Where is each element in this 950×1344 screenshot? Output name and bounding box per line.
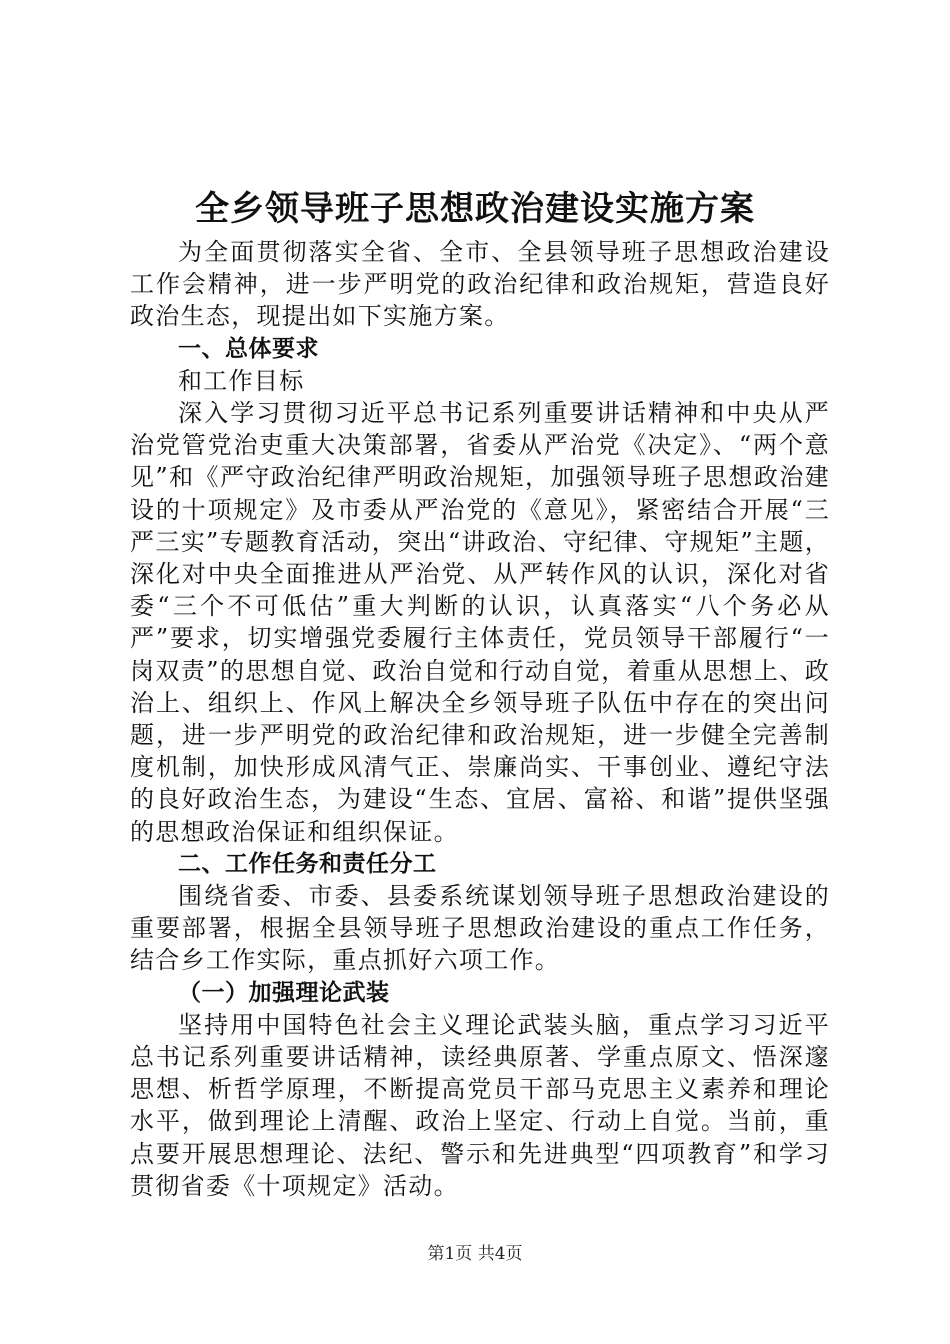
section-2-paragraph: 围绕省委、市委、县委系统谋划领导班子思想政治建设的重要部署，根据全县领导班子思想政治建设的重点工作任务，结合乡工作实际，重点抓好六项工作。 — [130, 882, 830, 975]
section-1-heading: 一、总体要求 — [178, 335, 319, 362]
subsection-1-heading: （一）加强理论武装 — [178, 979, 390, 1006]
intro-paragraph: 为全面贯彻落实全省、全市、全县领导班子思想政治建设工作会精神，进一步严明党的政治纪律和政治规矩，营造良好政治生态，现提出如下实施方案。 — [130, 238, 830, 331]
section-1-paragraph: 深入学习贯彻习近平总书记系列重要讲话精神和中央从严治党管党治吏重大决策部署，省委从严治党《决定》、“两个意见”和《严守政治纪律严明政治规矩，加强领导班子思想政治建设的十项规定》及市委从严治党的《意见》，紧密结合开展“三严三实”专题教育活动，突出“讲政治、守纪律、守规矩”主题，深化对中央全面推进从严治党、从严转作风的认识，深化对省委“三个不可低估”重大判断的认识，认真落实“八个务必从严”要求，切实增强党委履行主体责任，党员领导干部履行“一岗双责”的思想自觉、政治自觉和行动自觉，着重从思想上、政治上、组织上、作风上解决全乡领导班子队伍中存在的突出问题，进一步严明党的政治纪律和政治规矩，进一步健全完善制度机制，加快形成风清气正、崇廉尚实、干事创业、遵纪守法的良好政治生态，为建设“生态、宜居、富裕、和谐”提供坚强的思想政治保证和组织保证。 — [130, 399, 830, 846]
section-2-heading: 二、工作任务和责任分工 — [178, 850, 437, 877]
document-body — [130, 236, 830, 1202]
section-1-subheading-line: 和工作目标 — [178, 366, 305, 395]
subsection-1-paragraph: 坚持用中国特色社会主义理论武装头脑，重点学习习近平总书记系列重要讲话精神，读经典原著、学重点原文、悟深邃思想、析哲学原理，不断提高党员干部马克思主义素养和理论水平，做到理论上清醒、政治上坚定、行动上自觉。当前，重点要开展思想理论、法纪、警示和先进典型“四项教育”和学习贯彻省委《十项规定》活动。 — [130, 1010, 830, 1200]
document-title: 全乡领导班子思想政治建设实施方案 — [195, 189, 755, 229]
page-number-footer: 第1页 共4页 — [427, 1244, 523, 1264]
